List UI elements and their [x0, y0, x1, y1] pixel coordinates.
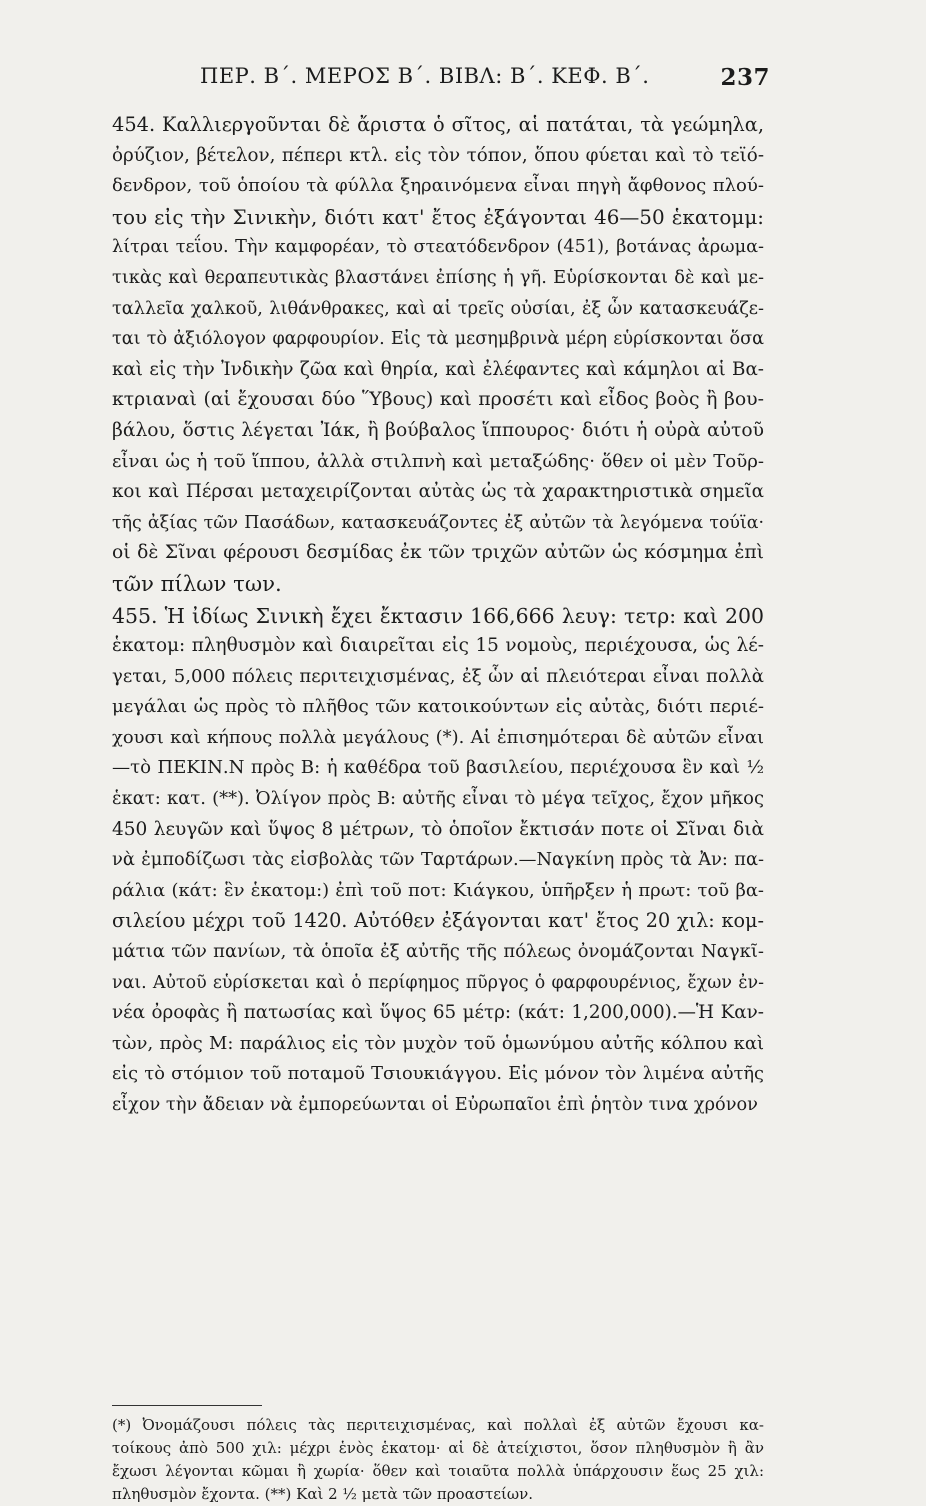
text-line: λίτραι τεΐου. Τὴν καμφορέαν, τὸ στεατόδενδρον (451), βοτάνας ἀρωμα-: [112, 237, 764, 258]
text-line: τῶν πίλων των.: [112, 570, 282, 596]
text-line: χουσι καὶ κήπους πολλὰ μεγάλους (*). Αἱ ἐπισημότεραι δὲ αὐτῶν εἶναι: [112, 726, 764, 748]
footnote-line: πληθυσμὸν ἔχοντα. (**) Καὶ 2 ½ μετὰ τῶν προαστείων.: [112, 1485, 534, 1503]
footnote-line: ἔχωσι λέγονται κῶμαι ἢ χωρία· ὅθεν καὶ τοιαῦτα πολλὰ ὑπάρχουσιν ἕως 25 χιλ:: [112, 1462, 764, 1480]
text-line: του εἰς τὴν Σινικὴν, διότι κατ' ἔτος ἐξάγονται 46—50 ἑκατομμ:: [112, 204, 764, 229]
text-line: εἶναι ὡς ἡ τοῦ ἵππου, ἀλλὰ στιλπνὴ καὶ μεταξώδης· ὅθεν οἱ μὲν Τοῦρ-: [112, 450, 764, 472]
text-line: ὀρύζιον, βέτελον, πέπερι κτλ. εἰς τὸν τόπον, ὅπου φύεται καὶ τὸ τεϊό-: [112, 144, 764, 166]
text-line: ται τὸ ἀξιόλογον φαρφουρίον. Εἰς τὰ μεσημβρινὰ μέρη εὑρίσκονται ὅσα: [112, 329, 764, 350]
paragraph-455: [112, 601, 764, 1121]
text-line: μάτια τῶν πανίων, τὰ ὁποῖα ἐξ αὐτῆς τῆς πόλεως ὀνομάζονται Ναγκῖ-: [112, 941, 764, 963]
text-line: δενδρον, τοῦ ὁποίου τὰ φύλλα ξηραινόμενα εἶναι πηγὴ ἄφθονος πλού-: [112, 175, 764, 197]
text-line: κτριαναὶ (αἱ ἔχουσαι δύο Ὕβους) καὶ προσέτι καὶ εἶδος βοὸς ἢ βου-: [112, 389, 764, 411]
text-line: οἱ δὲ Σῖναι φέρουσι δεσμίδας ἐκ τῶν τριχῶν αὐτῶν ὡς κόσμημα ἐπὶ: [112, 542, 764, 564]
text-line: 455. Ἡ ἰδίως Σινικὴ ἔχει ἔκτασιν 166,666 λευγ: τετρ: καὶ 200: [112, 603, 764, 628]
running-title: ΠΕΡ. Β΄. ΜΕΡΟΣ Β΄. ΒΙΒΛ: Β΄. ΚΕΦ. Β΄.: [200, 64, 650, 88]
text-line: ἑκατ: κατ. (**). Ὀλίγον πρὸς Β: αὐτῆς εἶναι τὸ μέγα τεῖχος, ἔχον μῆκος: [112, 788, 764, 810]
text-line: τικὰς καὶ θεραπευτικὰς βλαστάνει ἐπίσης ἡ γῆ. Εὑρίσκονται δὲ καὶ με-: [112, 266, 764, 288]
text-line: μεγάλαι ὡς πρὸς τὸ πλῆθος τῶν κατοικούντων εἰς αὐτὰς, διότι περιέ-: [112, 696, 764, 718]
text-line: 454. Καλλιεργοῦνται δὲ ἄριστα ὁ σῖτος, αἱ πατάται, τὰ γεώμηλα,: [112, 113, 764, 136]
text-line: καὶ εἰς τὴν Ἰνδικὴν ζῶα καὶ θηρία, καὶ ἐλέφαντες καὶ κάμηλοι αἱ Βα-: [112, 358, 764, 380]
text-line: 450 λευγῶν καὶ ὕψος 8 μέτρων, τὸ ὁποῖον ἔκτισάν ποτε οἱ Σῖναι διὰ: [112, 818, 764, 840]
text-line: βάλου, ὅστις λέγεται Ἰάκ, ἢ βούβαλος ἵππουρος· διότι ἡ οὐρὰ αὐτοῦ: [112, 419, 764, 441]
text-line: ταλλεῖα χαλκοῦ, λιθάνθρακες, καὶ αἱ τρεῖς οὐσίαι, ἐξ ὧν κατασκευάζε-: [112, 298, 764, 319]
paragraph-454: [112, 110, 764, 600]
text-line: σιλείου μέχρι τοῦ 1420. Αὐτόθεν ἐξάγονται κατ' ἔτος 20 χιλ: κομ-: [112, 909, 764, 933]
text-line: εἰς τὸ στόμιον τοῦ ποταμοῦ Τσιουκιάγγου. Εἰς μόνον τὸν λιμένα αὐτῆς: [112, 1064, 764, 1085]
text-line: νὰ ἐμποδίζωσι τὰς εἰσβολὰς τῶν Ταρτάρων.—Ναγκίνη πρὸς τὰ Ἀν: πα-: [112, 849, 764, 871]
footnotes: [112, 1414, 764, 1506]
text-line: νέα ὀροφὰς ἢ πατωσίας καὶ ὕψος 65 μέτρ: (κάτ: 1,200,000).—Ἡ Καν-: [112, 1002, 764, 1024]
text-line: ράλια (κάτ: ἓν ἑκατομ:) ἐπὶ τοῦ ποτ: Κιάγκου, ὑπῆρξεν ἡ πρωτ: τοῦ βα-: [112, 879, 764, 901]
text-line: ἑκατομ: πληθυσμὸν καὶ διαιρεῖται εἰς 15 νομοὺς, περιέχουσα, ὡς λέ-: [112, 635, 764, 657]
footnote-line: (*) Ὀνομάζουσι πόλεις τὰς περιτειχισμένας, καὶ πολλαὶ ἐξ αὐτῶν ἔχουσι κα-: [112, 1416, 764, 1434]
text-line: κοι καὶ Πέρσαι μεταχειρίζονται αὐτὰς ὡς τὰ χαρακτηριστικὰ σημεῖα: [112, 481, 764, 503]
text-line: —τὸ ΠΕΚΙΝ.Ν πρὸς Β: ἡ καθέδρα τοῦ βασιλείου, περιέχουσα ἓν καὶ ½: [112, 757, 764, 779]
text-line: τὼν, πρὸς Μ: παράλιος εἰς τὸν μυχὸν τοῦ ὁμωνύμου αὐτῆς κόλπου καὶ: [112, 1032, 764, 1054]
main-text: [112, 110, 764, 1121]
page-number: 237: [720, 64, 770, 91]
text-line: ναι. Αὐτοῦ εὑρίσκεται καὶ ὁ περίφημος πῦργος ὁ φαρφουρένιος, ἔχων ἐν-: [112, 972, 764, 993]
text-line: γεται, 5,000 πόλεις περιτειχισμένας, ἐξ ὧν αἱ πλειότεραι εἶναι πολλὰ: [112, 665, 764, 687]
text-line: τῆς ἀξίας τῶν Πασάδων, κατασκευάζοντες ἐξ αὐτῶν τὰ λεγόμενα τούϊα·: [112, 512, 764, 533]
footnote-rule: [112, 1405, 262, 1406]
text-line: εἶχον τὴν ἄδειαν νὰ ἐμπορεύωνται οἱ Εὐρωπαῖοι ἐπὶ ῥητὸν τινα χρόνον: [112, 1095, 758, 1115]
footnote-line: τοίκους ἀπὸ 500 χιλ: μέχρι ἑνὸς ἑκατομ· αἱ δὲ ἀτείχιστοι, ὅσον πληθυσμὸν ἢ ἂν: [112, 1439, 764, 1457]
